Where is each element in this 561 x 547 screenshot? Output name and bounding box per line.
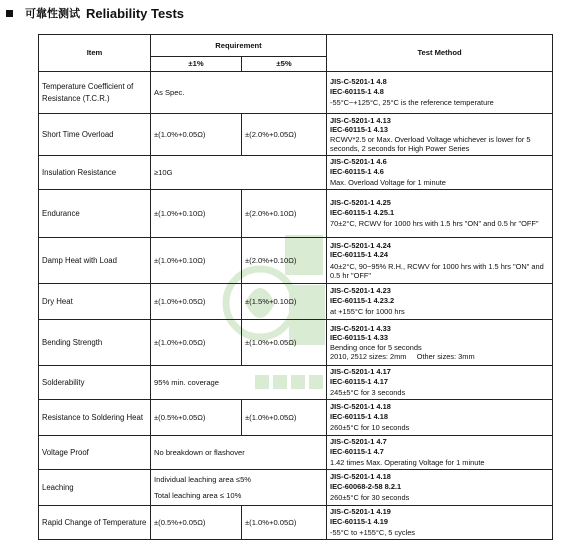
standard-jis: JIS-C-5201-1 4.18 — [330, 472, 391, 482]
item-cell: Insulation Resistance — [39, 156, 151, 190]
heading-en: Reliability Tests — [86, 5, 185, 21]
standard-iec: IEC-60115-1 4.23.2 — [330, 295, 395, 305]
item-cell: Leaching — [39, 470, 151, 506]
requirement-5-percent: ±(2.0%+0.10Ω) — [242, 238, 327, 284]
item-cell: Dry Heat — [39, 284, 151, 320]
standard-jis: JIS-C-5201-1 4.25 — [330, 198, 391, 208]
standard-jis: JIS-C-5201-1 4.19 — [330, 507, 391, 517]
test-condition: 260±5°C for 30 seconds — [330, 493, 410, 503]
header-requirement: Requirement — [151, 35, 327, 57]
requirement-cell: ≥10G — [151, 156, 327, 190]
table-row — [39, 366, 553, 400]
standard-iec: IEC-60115-1 4.7 — [330, 446, 384, 456]
standard-jis: JIS-C-5201-1 4.17 — [330, 367, 391, 377]
standard-iec: IEC-60115-1 4.24 — [330, 250, 388, 260]
item-cell: Short Time Overload — [39, 114, 151, 156]
table-row — [39, 400, 553, 436]
test-method-cell — [327, 238, 553, 284]
standard-jis: JIS-C-5201-1 4.8 — [330, 77, 387, 87]
test-condition: -55°C~+125°C, 25°C is the reference temperature — [330, 98, 494, 108]
test-method-cell — [327, 366, 553, 400]
header-1-percent: ±1% — [151, 57, 242, 72]
test-method-cell — [327, 400, 553, 436]
test-method-cell — [327, 320, 553, 366]
table-row — [39, 72, 553, 114]
requirement-1-percent: ±(1.0%+0.10Ω) — [151, 238, 242, 284]
test-method-cell — [327, 114, 553, 156]
standard-jis: JIS-C-5201-1 4.23 — [330, 286, 391, 296]
standard-iec: IEC-60115-1 4.13 — [330, 125, 388, 135]
requirement-5-percent: ±(1.5%+0.10Ω) — [242, 284, 327, 320]
item-cell: Bending Strength — [39, 320, 151, 366]
requirement-cell: No breakdown or flashover — [151, 436, 327, 470]
test-condition: Bending once for 5 seconds — [330, 342, 422, 352]
test-method-cell — [327, 190, 553, 238]
test-condition: -55°C to +155°C, 5 cycles — [330, 528, 416, 538]
heading-cn: 可靠性测试 — [25, 8, 80, 20]
requirement-cell: 95% min. coverage — [151, 366, 327, 400]
item-cell: Rapid Change of Temperature — [39, 506, 151, 540]
test-condition: 1.42 times Max. Operating Voltage for 1 minute — [330, 458, 485, 468]
item-cell: Resistance to Soldering Heat — [39, 400, 151, 436]
header-test-method: Test Method — [327, 35, 553, 72]
table-row — [39, 320, 553, 366]
requirement-5-percent: ±(1.0%+0.05Ω) — [242, 400, 327, 436]
table-row — [39, 436, 553, 470]
item-cell: Solderability — [39, 366, 151, 400]
requirement-1-percent: ±(1.0%+0.05Ω) — [151, 114, 242, 156]
requirement-1-percent: ±(1.0%+0.10Ω) — [151, 190, 242, 238]
requirement-5-percent: ±(1.0%+0.05Ω) — [242, 506, 327, 540]
square-bullet-icon — [6, 10, 13, 17]
standard-iec: IEC-60115-1 4.33 — [330, 333, 388, 343]
standard-iec: IEC-60115-1 4.17 — [330, 376, 388, 386]
standard-jis: JIS-C-5201-1 4.33 — [330, 323, 391, 333]
requirement-individual-leaching: Individual leaching area ≤5% — [154, 474, 252, 484]
test-method-cell — [327, 436, 553, 470]
requirement-1-percent: ±(0.5%+0.05Ω) — [151, 506, 242, 540]
requirement-cell — [151, 470, 327, 506]
requirement-cell: As Spec. — [151, 72, 327, 114]
standard-iec: IEC-60115-1 4.18 — [330, 411, 388, 421]
requirement-total-leaching: Total leaching area ≤ 10% — [154, 490, 242, 500]
test-condition: at +155°C for 1000 hrs — [330, 307, 405, 317]
test-condition-sizes: 2010, 2512 sizes: 2mm Other sizes: 3mm — [330, 351, 475, 361]
section-heading — [6, 4, 184, 22]
header-item: Item — [39, 35, 151, 72]
test-method-cell — [327, 156, 553, 190]
item-cell: Endurance — [39, 190, 151, 238]
test-condition: 260±5°C for 10 seconds — [330, 423, 410, 433]
standard-jis: JIS-C-5201-1 4.6 — [330, 157, 387, 167]
test-method-cell — [327, 284, 553, 320]
table-header-row — [39, 35, 553, 57]
table-row — [39, 190, 553, 238]
requirement-5-percent: ±(1.0%+0.05Ω) — [242, 320, 327, 366]
table-row — [39, 506, 553, 540]
standard-iec: IEC-60115-1 4.8 — [330, 86, 384, 96]
standard-iec: IEC-60115-1 4.25.1 — [330, 207, 395, 217]
test-method-cell — [327, 470, 553, 506]
table-row — [39, 156, 553, 190]
test-method-cell — [327, 506, 553, 540]
standard-jis: JIS-C-5201-1 4.24 — [330, 240, 391, 250]
requirement-5-percent: ±(2.0%+0.10Ω) — [242, 190, 327, 238]
test-condition: 245±5°C for 3 seconds — [330, 388, 406, 398]
standard-iec: IEC-60115-1 4.19 — [330, 516, 388, 526]
standard-iec: IEC-60115-1 4.6 — [330, 166, 384, 176]
requirement-1-percent: ±(1.0%+0.05Ω) — [151, 284, 242, 320]
table-row — [39, 470, 553, 506]
standard-jis: JIS-C-5201-1 4.7 — [330, 437, 387, 447]
table-row — [39, 284, 553, 320]
header-5-percent: ±5% — [242, 57, 327, 72]
reliability-table — [38, 34, 553, 540]
test-condition: 40±2°C, 90~95% R.H., RCWV for 1000 hrs with 1.5 hrs "ON" and 0.5 hr "OFF" — [330, 261, 544, 280]
standard-jis: JIS-C-5201-1 4.18 — [330, 402, 391, 412]
test-condition: RCWV*2.5 or Max. Overload Voltage whichever is lower for 5 seconds, 2 seconds for High Power Series — [330, 134, 531, 153]
table-row — [39, 114, 553, 156]
item-cell: Damp Heat with Load — [39, 238, 151, 284]
table-row — [39, 238, 553, 284]
requirement-5-percent: ±(2.0%+0.05Ω) — [242, 114, 327, 156]
requirement-1-percent: ±(0.5%+0.05Ω) — [151, 400, 242, 436]
test-method-cell — [327, 72, 553, 114]
requirement-1-percent: ±(1.0%+0.05Ω) — [151, 320, 242, 366]
test-condition: 70±2°C, RCWV for 1000 hrs with 1.5 hrs "ON" and 0.5 hr "OFF" — [330, 219, 539, 229]
test-condition: Max. Overload Voltage for 1 minute — [330, 178, 446, 188]
item-cell: Voltage Proof — [39, 436, 151, 470]
item-cell: Temperature Coefficient of Resistance (T.C.R.) — [39, 72, 151, 114]
standard-iec: IEC-60068-2-58 8.2.1 — [330, 481, 402, 491]
standard-jis: JIS-C-5201-1 4.13 — [330, 115, 391, 125]
